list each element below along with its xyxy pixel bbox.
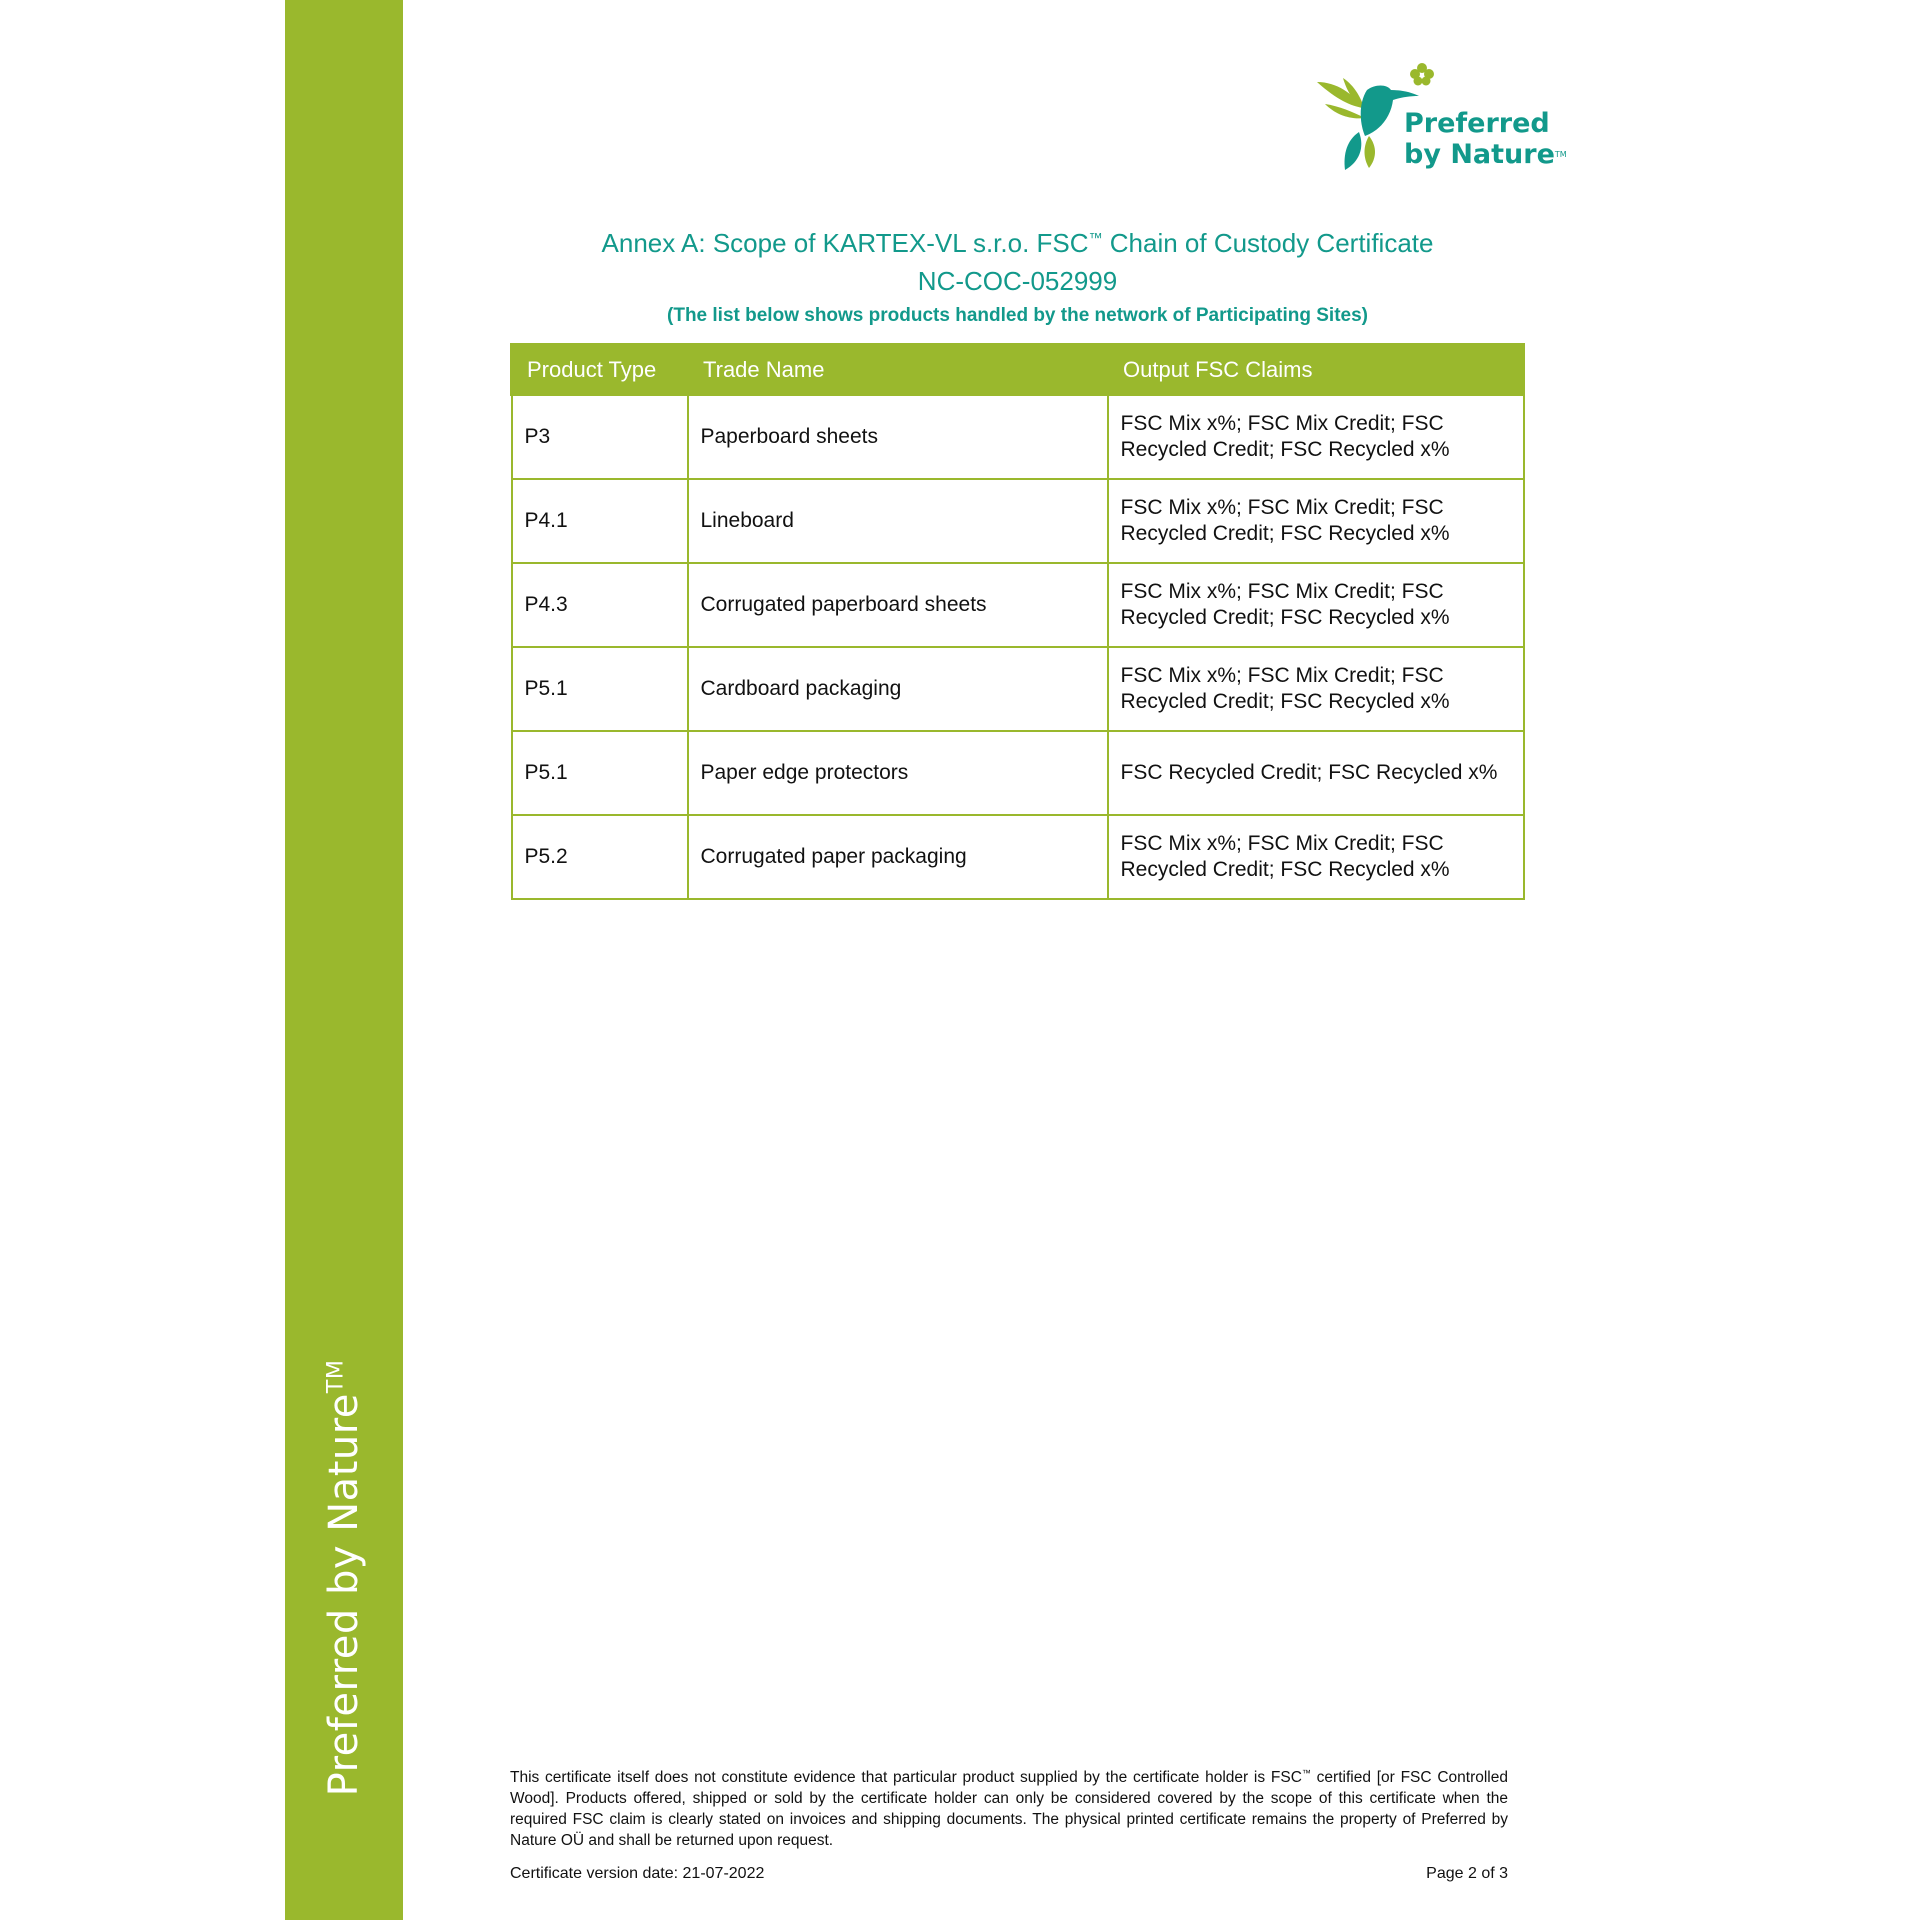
header-product-type: Product Type <box>512 345 688 395</box>
certificate-code: NC-COC-052999 <box>917 266 1118 296</box>
table-row <box>512 563 1524 647</box>
table-row <box>512 647 1524 731</box>
cell-output-claims: FSC Mix x%; FSC Mix Credit; FSC Recycled Credit; FSC Recycled x% <box>1108 647 1524 731</box>
cell-trade-name: Corrugated paperboard sheets <box>688 563 1108 647</box>
cell-trade-name: Cardboard packaging <box>688 647 1108 731</box>
disclaimer-text: This certificate itself does not constitute evidence that particular product supplied by the certificate holder is FSC™ certified [or FSC Controlled Wood]. Products offered, shipped or sold by the certificate holder can only be considered covered by the scope of this certificate when the required FSC claim is clearly stated on invoices and shipping documents. The physical printed certificate remains the property of Preferred by Nature OÜ and shall be returned upon request. <box>510 1768 1508 1850</box>
table-row <box>512 731 1524 815</box>
annex-subtitle: (The list below shows products handled by the network of Participating Sites) <box>667 305 1368 326</box>
logo-text <box>1404 108 1567 170</box>
logo-line-2: by Nature™ <box>1404 139 1567 170</box>
cell-output-claims: FSC Recycled Credit; FSC Recycled x% <box>1108 731 1524 815</box>
cell-output-claims: FSC Mix x%; FSC Mix Credit; FSC Recycled Credit; FSC Recycled x% <box>1108 479 1524 563</box>
certificate-version-date: Certificate version date: 21-07-2022 <box>510 1865 765 1882</box>
header-trade-name: Trade Name <box>688 345 1108 395</box>
table-row <box>512 395 1524 480</box>
cell-product-type: P4.1 <box>512 479 688 563</box>
cell-product-type: P5.1 <box>512 731 688 815</box>
page-number: Page 2 of 3 <box>1426 1865 1508 1882</box>
cell-output-claims: FSC Mix x%; FSC Mix Credit; FSC Recycled Credit; FSC Recycled x% <box>1108 563 1524 647</box>
scope-table <box>510 343 1525 900</box>
logo-line-1: Preferred <box>1404 108 1550 139</box>
annex-title: Annex A: Scope of KARTEX-VL s.r.o. FSC™ Chain of Custody Certificate <box>601 228 1434 258</box>
table-row <box>512 815 1524 899</box>
cell-trade-name: Paperboard sheets <box>688 395 1108 480</box>
cell-product-type: P4.3 <box>512 563 688 647</box>
cell-product-type: P5.1 <box>512 647 688 731</box>
header-output-claims: Output FSC Claims <box>1108 345 1524 395</box>
table-header-row <box>512 345 1524 395</box>
cell-trade-name: Paper edge protectors <box>688 731 1108 815</box>
side-band-text: Preferred by Nature™ <box>321 1359 367 1797</box>
cell-output-claims: FSC Mix x%; FSC Mix Credit; FSC Recycled Credit; FSC Recycled x% <box>1108 395 1524 480</box>
cell-product-type: P5.2 <box>512 815 688 899</box>
cell-trade-name: Lineboard <box>688 479 1108 563</box>
cell-product-type: P3 <box>512 395 688 480</box>
cell-output-claims: FSC Mix x%; FSC Mix Credit; FSC Recycled Credit; FSC Recycled x% <box>1108 815 1524 899</box>
cell-trade-name: Corrugated paper packaging <box>688 815 1108 899</box>
table-row <box>512 479 1524 563</box>
